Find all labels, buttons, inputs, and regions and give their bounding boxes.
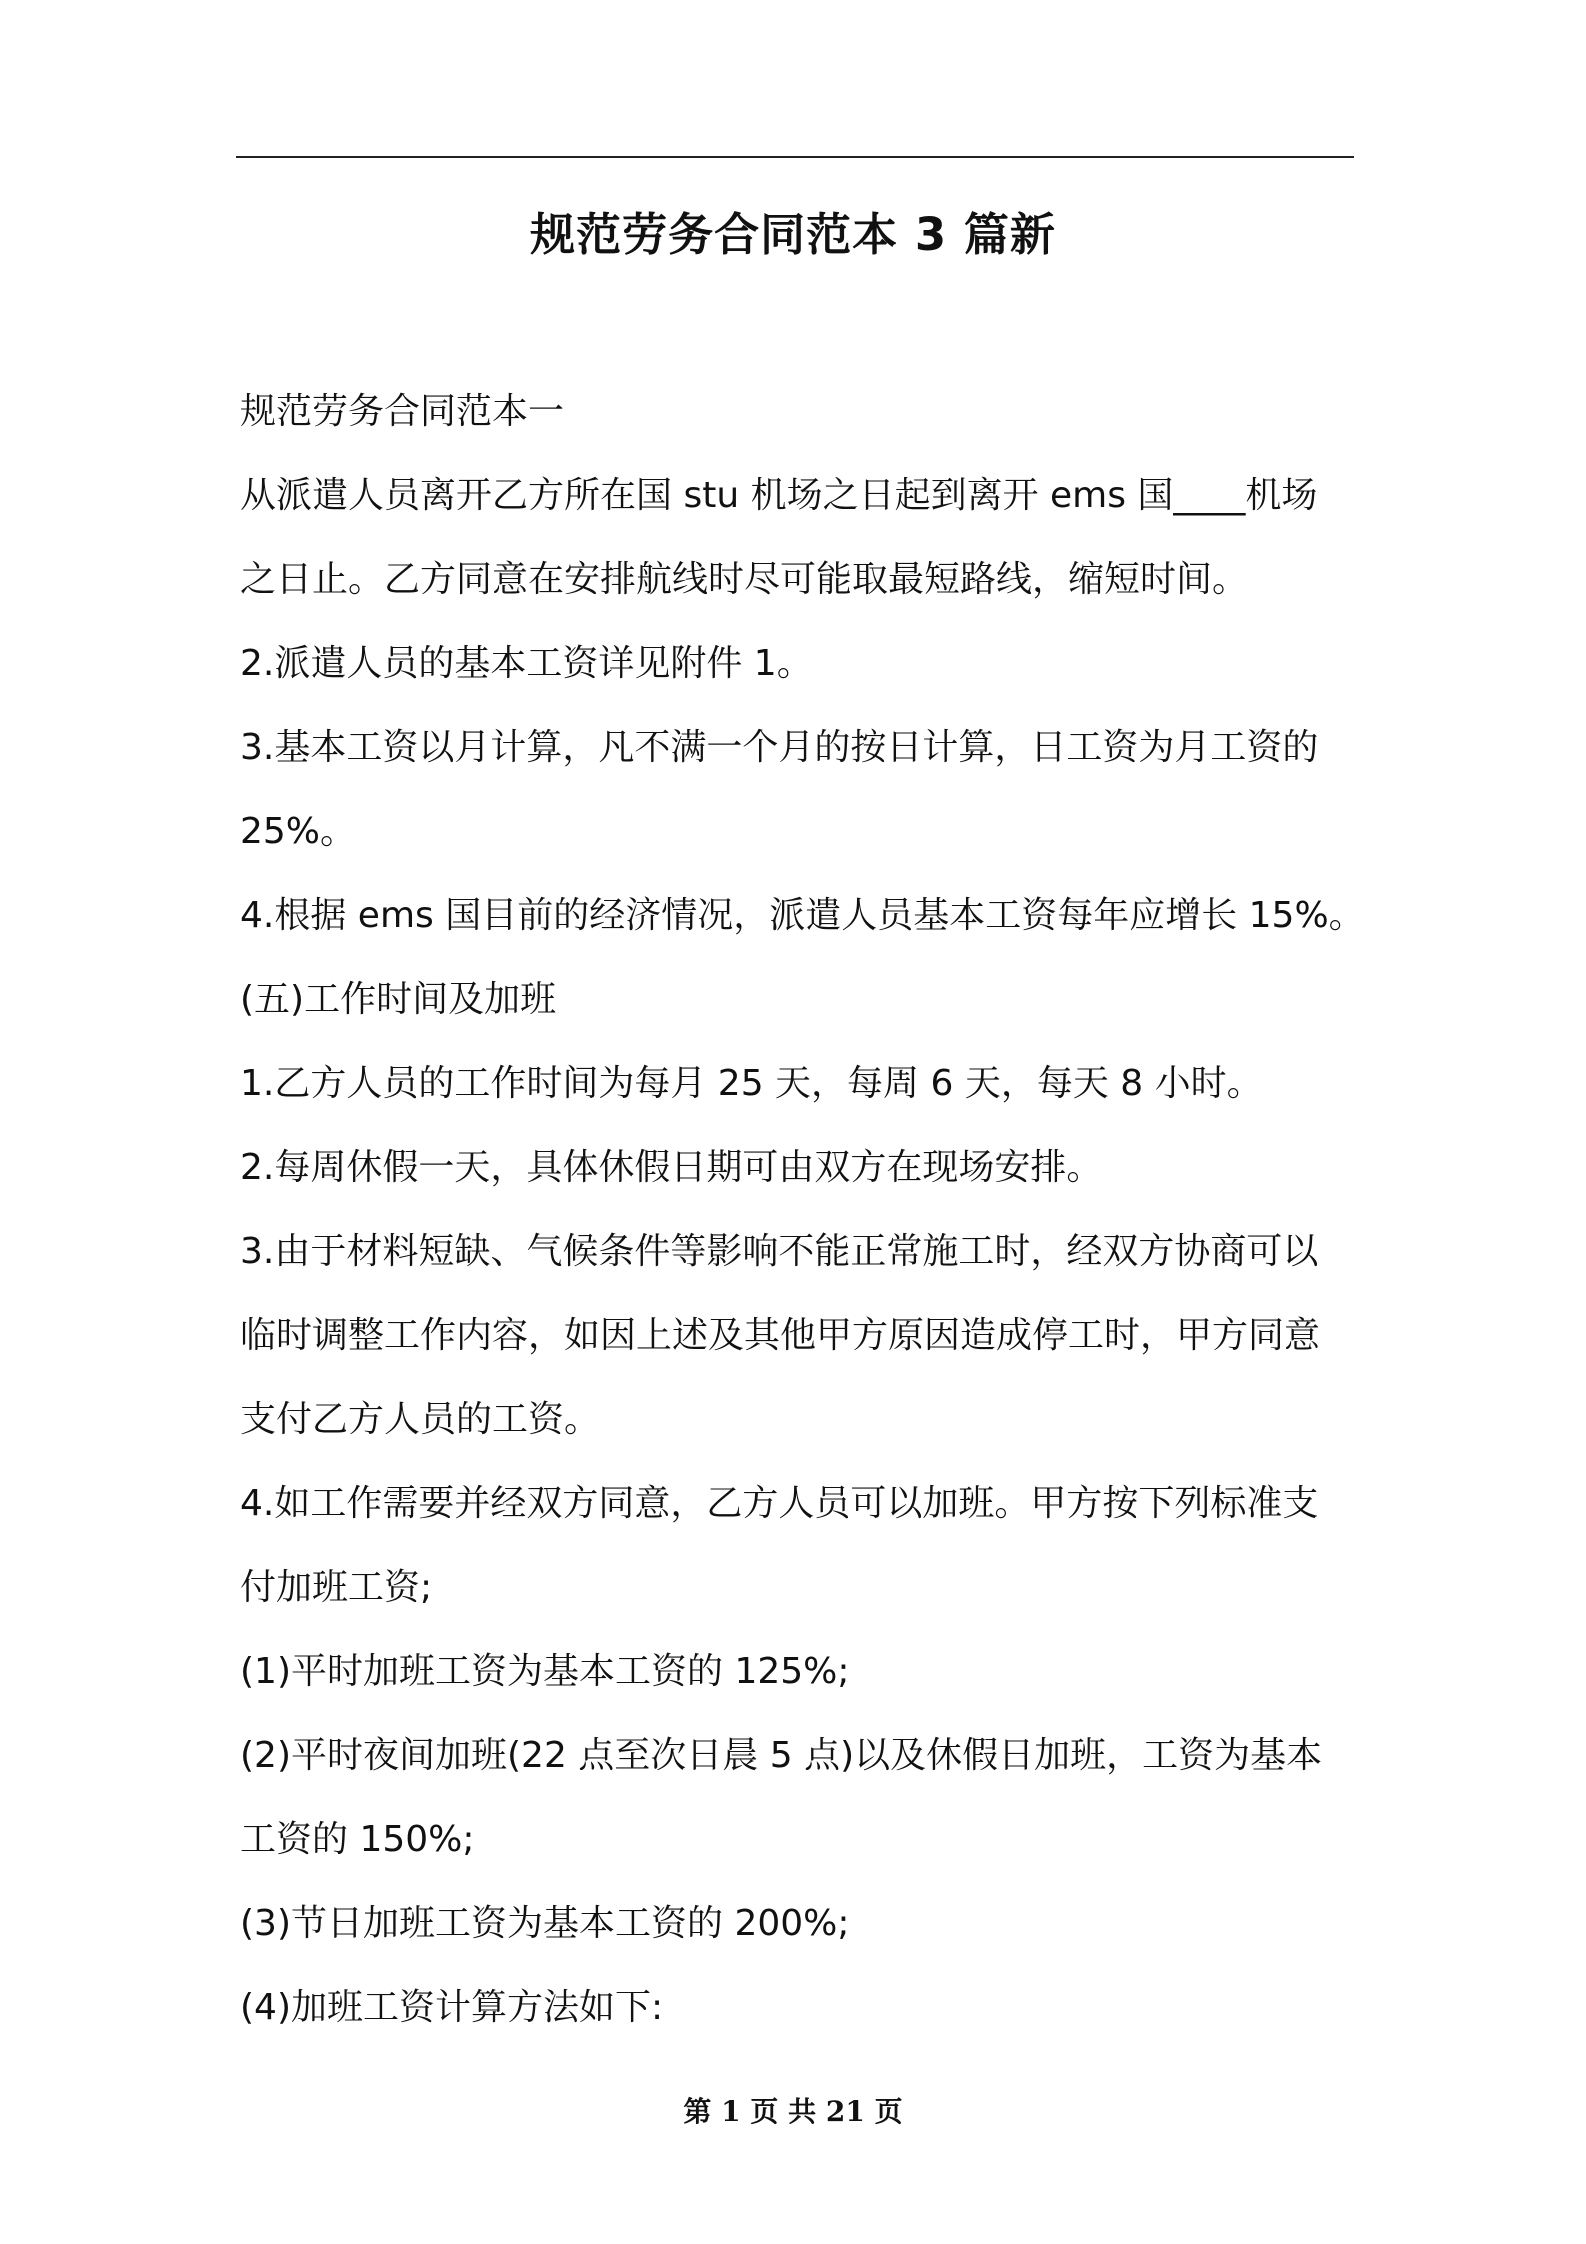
body-line: 1.乙方人员的工作时间为每月 25 天，每周 6 天，每天 8 小时。 bbox=[240, 1063, 1263, 1104]
body-line: 4.如工作需要并经双方同意，乙方人员可以加班。甲方按下列标准支 bbox=[240, 1483, 1319, 1524]
body-line: 4.根据 ems 国目前的经济情况，派遣人员基本工资每年应增长 15%。 bbox=[240, 895, 1365, 936]
document-body bbox=[240, 370, 1368, 2050]
body-line: 从派遣人员离开乙方所在国 stu 机场之日起到离开 ems 国____机场 bbox=[240, 475, 1318, 516]
body-line: 2.每周休假一天，具体休假日期可由双方在现场安排。 bbox=[240, 1147, 1103, 1188]
body-line: 临时调整工作内容，如因上述及其他甲方原因造成停工时，甲方同意 bbox=[240, 1315, 1321, 1356]
header-rule bbox=[236, 156, 1354, 158]
body-line: 工资的 150%; bbox=[240, 1819, 475, 1860]
body-line: 25%。 bbox=[240, 811, 357, 852]
body-line: 支付乙方人员的工资。 bbox=[240, 1399, 601, 1440]
document-title: 规范劳务合同范本 3 篇新 bbox=[530, 208, 1056, 261]
body-line: 之日止。乙方同意在安排航线时尽可能取最短路线，缩短时间。 bbox=[240, 559, 1249, 600]
page-number-footer: 第 1 页 共 21 页 bbox=[683, 2095, 903, 2128]
body-line: 2.派遣人员的基本工资详见附件 1。 bbox=[240, 643, 813, 684]
body-line: (3)节日加班工资为基本工资的 200%; bbox=[240, 1903, 850, 1944]
body-line: 3.由于材料短缺、气候条件等影响不能正常施工时，经双方协商可以 bbox=[240, 1231, 1319, 1272]
body-line: (2)平时夜间加班(22 点至次日晨 5 点)以及休假日加班，工资为基本 bbox=[240, 1735, 1323, 1776]
body-line: 3.基本工资以月计算，凡不满一个月的按日计算，日工资为月工资的 bbox=[240, 727, 1319, 768]
body-line: (4)加班工资计算方法如下: bbox=[240, 1987, 664, 2028]
body-line: 付加班工资; bbox=[240, 1567, 433, 1608]
subsection-heading: (五)工作时间及加班 bbox=[240, 979, 557, 1020]
body-line: (1)平时加班工资为基本工资的 125%; bbox=[240, 1651, 850, 1692]
section-heading: 规范劳务合同范本一 bbox=[240, 391, 565, 432]
